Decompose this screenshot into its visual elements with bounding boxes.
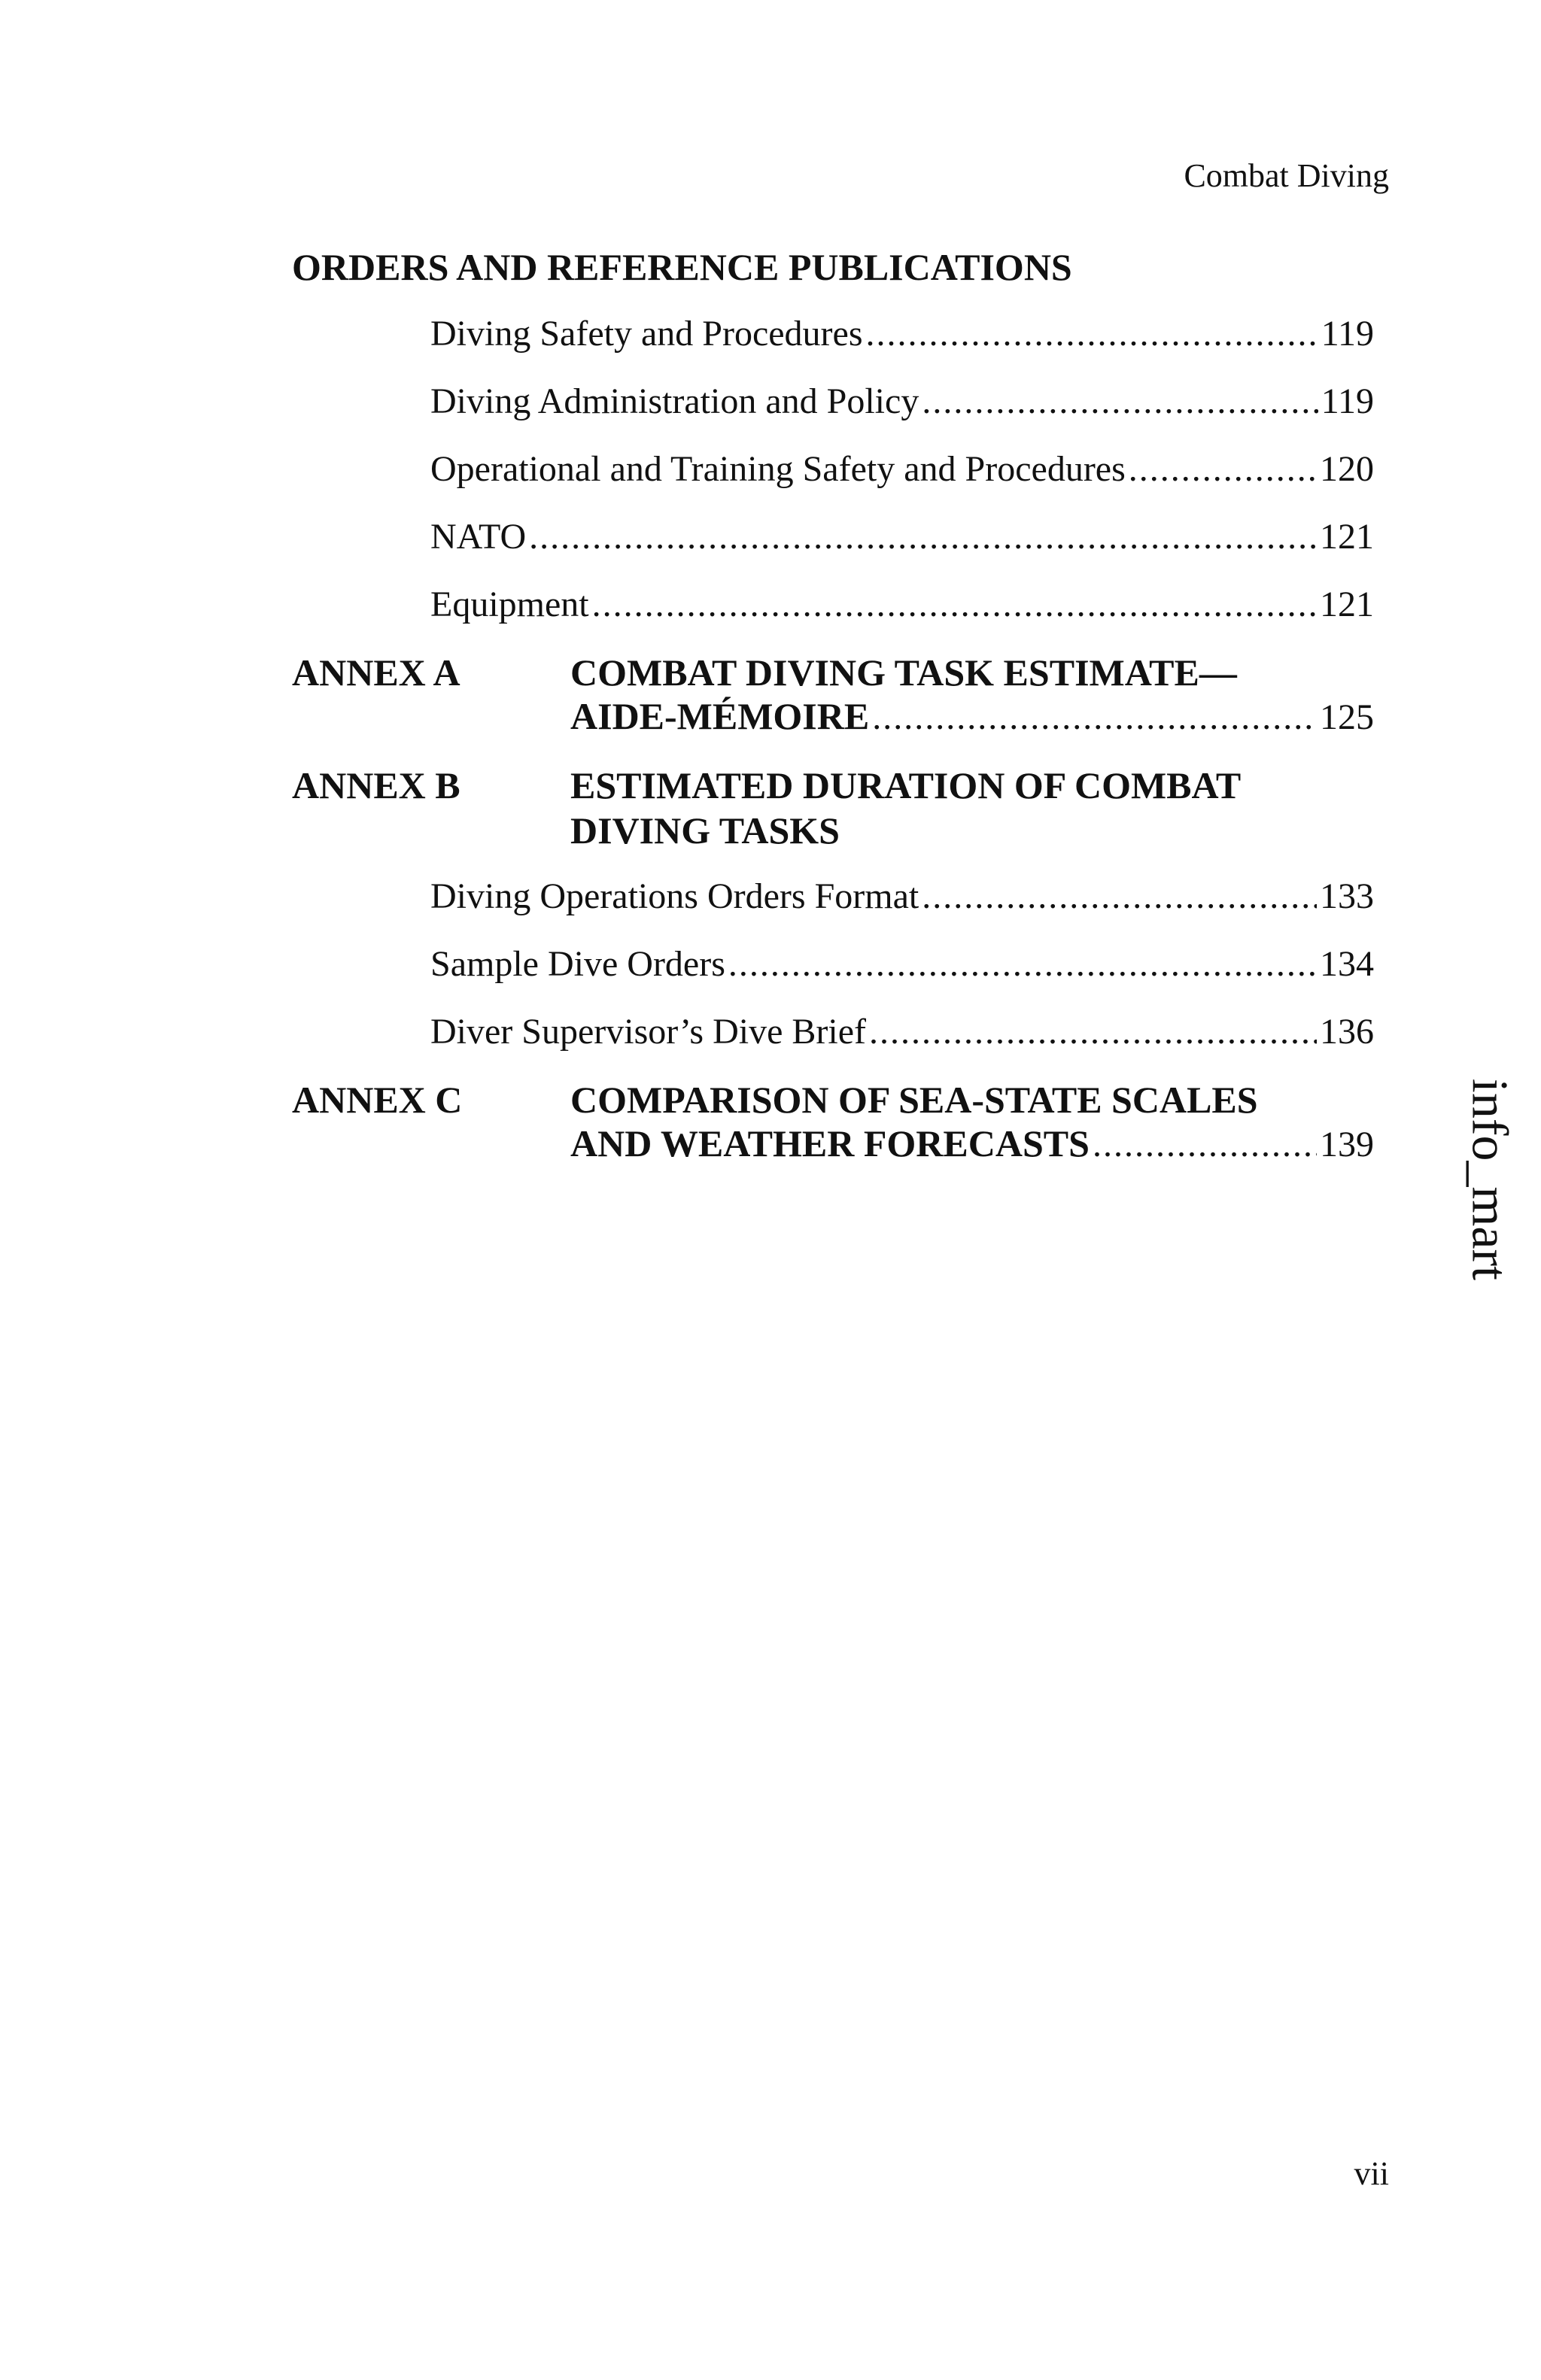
dot-leader (922, 874, 1317, 919)
dot-leader (529, 515, 1317, 560)
dot-leader (872, 695, 1317, 740)
annex-c-id: ANNEX C (292, 1079, 463, 1121)
toc-entry-page: 136 (1320, 1012, 1374, 1052)
annex-a-title-line2: AIDE-MÉMOIRE (570, 695, 870, 737)
toc-entry-page: 134 (1320, 944, 1374, 984)
running-header: Combat Diving (1184, 157, 1389, 194)
toc-entry[interactable] (430, 515, 1374, 560)
annex-a-page: 125 (1320, 697, 1374, 737)
annex-a-entry[interactable] (570, 694, 1374, 740)
toc-entry-title: Diving Administration and Policy (430, 381, 919, 421)
watermark: info_mart (1461, 1078, 1519, 1281)
toc-entry-page: 120 (1320, 449, 1374, 489)
toc-entry[interactable] (430, 874, 1374, 919)
toc-entry[interactable] (430, 1009, 1374, 1055)
section-heading: ORDERS AND REFERENCE PUBLICATIONS (292, 246, 1072, 288)
page-number: vii (1354, 2155, 1389, 2192)
toc-entry[interactable] (430, 311, 1374, 357)
toc-entry[interactable] (430, 942, 1374, 987)
annex-a-id: ANNEX A (292, 651, 460, 694)
dot-leader (592, 582, 1317, 627)
toc-entry-title: NATO (430, 517, 527, 557)
toc-entry-page: 119 (1321, 314, 1374, 354)
toc-entry-page: 119 (1321, 381, 1374, 421)
toc-entry-title: Diver Supervisor’s Dive Brief (430, 1012, 866, 1052)
toc-entry-title: Diving Operations Orders Format (430, 876, 919, 916)
annex-c-title-line1: COMPARISON OF SEA-STATE SCALES (570, 1079, 1258, 1121)
toc-entry-page: 121 (1320, 584, 1374, 624)
dot-leader (922, 379, 1318, 424)
dot-leader (866, 311, 1318, 357)
annex-b-title-line1: ESTIMATED DURATION OF COMBAT (570, 764, 1242, 806)
toc-entry-title: Diving Safety and Procedures (430, 314, 863, 354)
dot-leader (869, 1009, 1317, 1055)
toc-entry-title: Sample Dive Orders (430, 944, 725, 984)
dot-leader (1129, 447, 1317, 492)
annex-c-title-line2: AND WEATHER FORECASTS (570, 1122, 1090, 1164)
dot-leader (728, 942, 1317, 987)
toc-entry[interactable] (430, 447, 1374, 492)
annex-c-page: 139 (1320, 1125, 1374, 1164)
toc-entry[interactable] (430, 582, 1374, 627)
toc-entry[interactable] (430, 379, 1374, 424)
annex-b-id: ANNEX B (292, 764, 460, 806)
toc-entry-page: 121 (1320, 517, 1374, 557)
toc-entry-page: 133 (1320, 876, 1374, 916)
dot-leader (1093, 1122, 1317, 1167)
toc-entry-title: Equipment (430, 584, 589, 624)
toc-entry-title: Operational and Training Safety and Procedures (430, 449, 1126, 489)
annex-a-title-line1: COMBAT DIVING TASK ESTIMATE— (570, 651, 1237, 694)
annex-b-title-line2: DIVING TASKS (570, 809, 840, 852)
annex-c-entry[interactable] (570, 1121, 1374, 1167)
